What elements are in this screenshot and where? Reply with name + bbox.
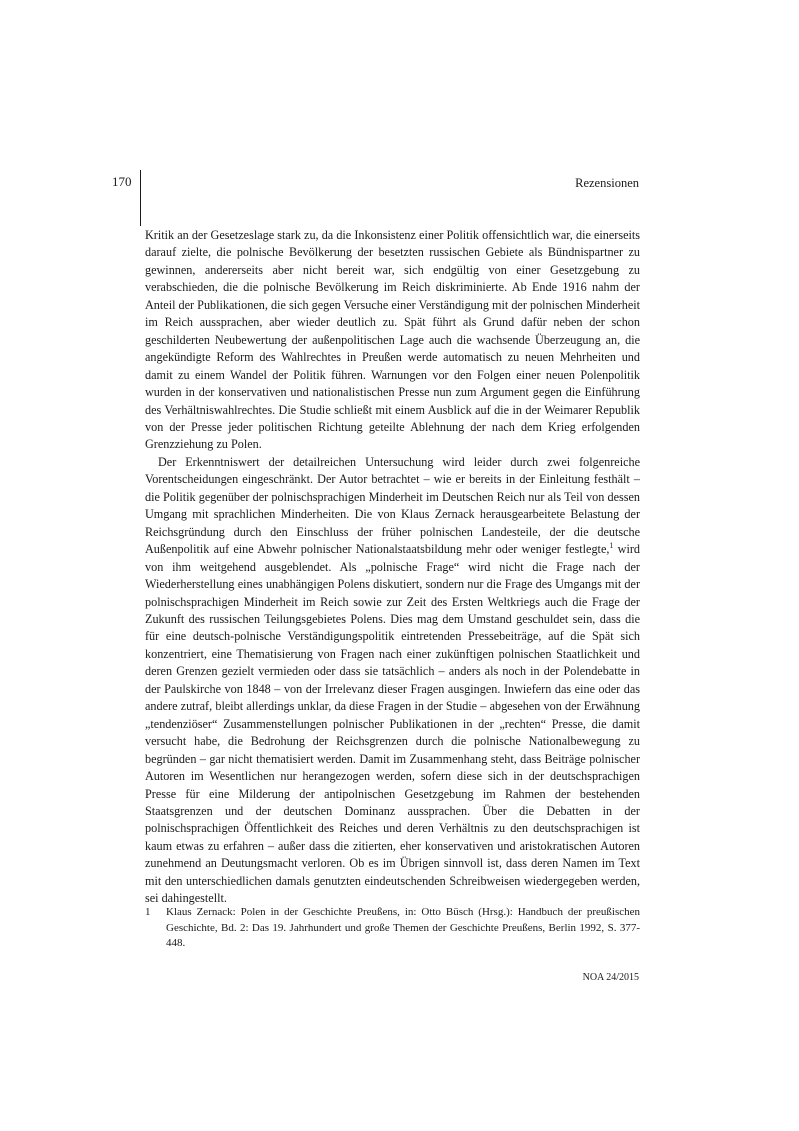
margin-rule: [140, 170, 141, 226]
running-head: Rezensionen: [575, 176, 639, 190]
paragraph-text: Der Erkenntniswert der detailreichen Untersuchung wird leider durch zwei folgenreiche Vorentscheidungen eingeschränkt. Der Autor betrachtet – wie er bereits in der Einleitung festhält – die Politik gegenüber der polnischsprachigen Minderheit im Deutschen Reich nur als Teil von dessen Umgang mit sprachlichen Minderheiten. Die von Klaus Zernack herausgearbeitete Belastung der Reichsgründung durch den Einschluss der früher polnischen Landesteile, der die deutsche Außenpolitik auf eine Abwehr polnischer Nationalstaatsbildung mehr oder weniger festlegte,: [145, 454, 640, 557]
main-text: [145, 227, 640, 908]
body-paragraph: Kritik an der Gesetzeslage stark zu, da die Inkonsistenz einer Politik offensichtlich war, die einerseits darauf zielte, die polnische Bevölkerung der besetzten russischen Gebiete als Bündnispartner zu gewinnen, andererseits aber nicht bereit war, sich endgültig von einer Gesetzgebung zu verabschieden, die die polnische Bevölkerung im Reich diskriminierte. Ab Ende 1916 nahm der Anteil der Publikationen, die sich gegen Versuche einer Verständigung mit der polnischen Minderheit im Reich aussprachen, aber wieder deutlich zu. Spät führt als Grund dafür neben der schon geschilderten Neubewertung der außenpolitischen Lage auch die wachsende Überzeugung an, die angekündigte Reform des Wahlrechtes in Preußen werde automatisch zu neuen Mehrheiten und damit zu einem Wandel der Politik führen. Warnungen vor den Folgen einer neuen Polenpolitik wurden in der konservativen und nationalistischen Presse nun zum Argument gegen die Einführung des Verhältniswahlrechtes. Die Studie schließt mit einem Ausblick auf die in der Weimarer Republik von der Presse jeder politischen Richtung geteilte Ablehnung der nach dem Krieg erfolgenden Grenzziehung zu Polen.: [145, 228, 640, 452]
footnote-number: 1: [145, 906, 151, 918]
footnote-reference[interactable]: 1: [609, 541, 614, 551]
footnote: [145, 905, 640, 952]
journal-reference: NOA 24/2015: [582, 972, 639, 983]
page-number: 170: [112, 174, 132, 189]
footnote-text: Klaus Zernack: Polen in der Geschichte Preußens, in: Otto Büsch (Hrsg.): Handbuch der preußischen Geschichte, Bd. 2: Das 19. Jahrhundert und große Themen der Geschichte Preußens, Berlin 1992, S. 377-448.: [166, 906, 640, 949]
body-paragraph: [145, 454, 640, 908]
paragraph-text: wird von ihm weitgehend ausgeblendet. Als „polnische Frage“ wird nicht die Frage nach der Wiederherstellung eines unabhängigen Polens diskutiert, sondern nur die Frage des Umgangs mit der polnischsprachigen Minderheit im Reich sowie zur Zeit des Ersten Weltkriegs auch die Frage der Zukunft des russischen Teilungsgebietes Polens. Dies mag dem Umstand geschuldet sein, dass die für eine deutsch-polnische Verständigungspolitik eintretenden Pressebeiträge, auf die Spät sich konzentriert, eine Thematisierung von Fragen nach einer zukünftigen polnischen Staatlichkeit und deren Grenzen gezielt vermieden oder dass sie tatsächlich – anders als noch in der Polendebatte in der Paulskirche von 1848 – von der Irrelevanz dieser Fragen ausgingen. Inwiefern das eine oder das andere zutraf, bleibt allerdings unklar, da diese Fragen in der Studie – abgesehen von der Erwähnung „tendenziöser“ Zusammenstellungen polnischer Publikationen in der „rechten“ Presse, die damit versucht habe, die Bedrohung der Reichsgrenzen durch die polnische Nationalbewegung zu begründen – gar nicht thematisiert werden. Damit im Zusammenhang steht, dass Beiträge polnischer Autoren im Wesentlichen nur herangezogen werden, sofern diese sich in der deutschsprachigen Presse für eine Milderung der antipolnischen Gesetzgebung im Rahmen der bestehenden Staatsgrenzen und der deutschen Dominanz aussprachen. Über die Debatten in der polnischsprachigen Öffentlichkeit des Reiches und deren Verhältnis zu den deutschsprachigen ist kaum etwas zu erfahren – außer dass die zitierten, eher konservativen und aristokratischen Autoren zunehmend an Deutungsmacht verloren. Ob es im Übrigen sinnvoll ist, dass deren Namen im Text mit den unterschiedlichen damals genutzten eindeutschenden Schreibweisen wiedergegeben werden, sei dahingestellt.: [145, 542, 641, 906]
